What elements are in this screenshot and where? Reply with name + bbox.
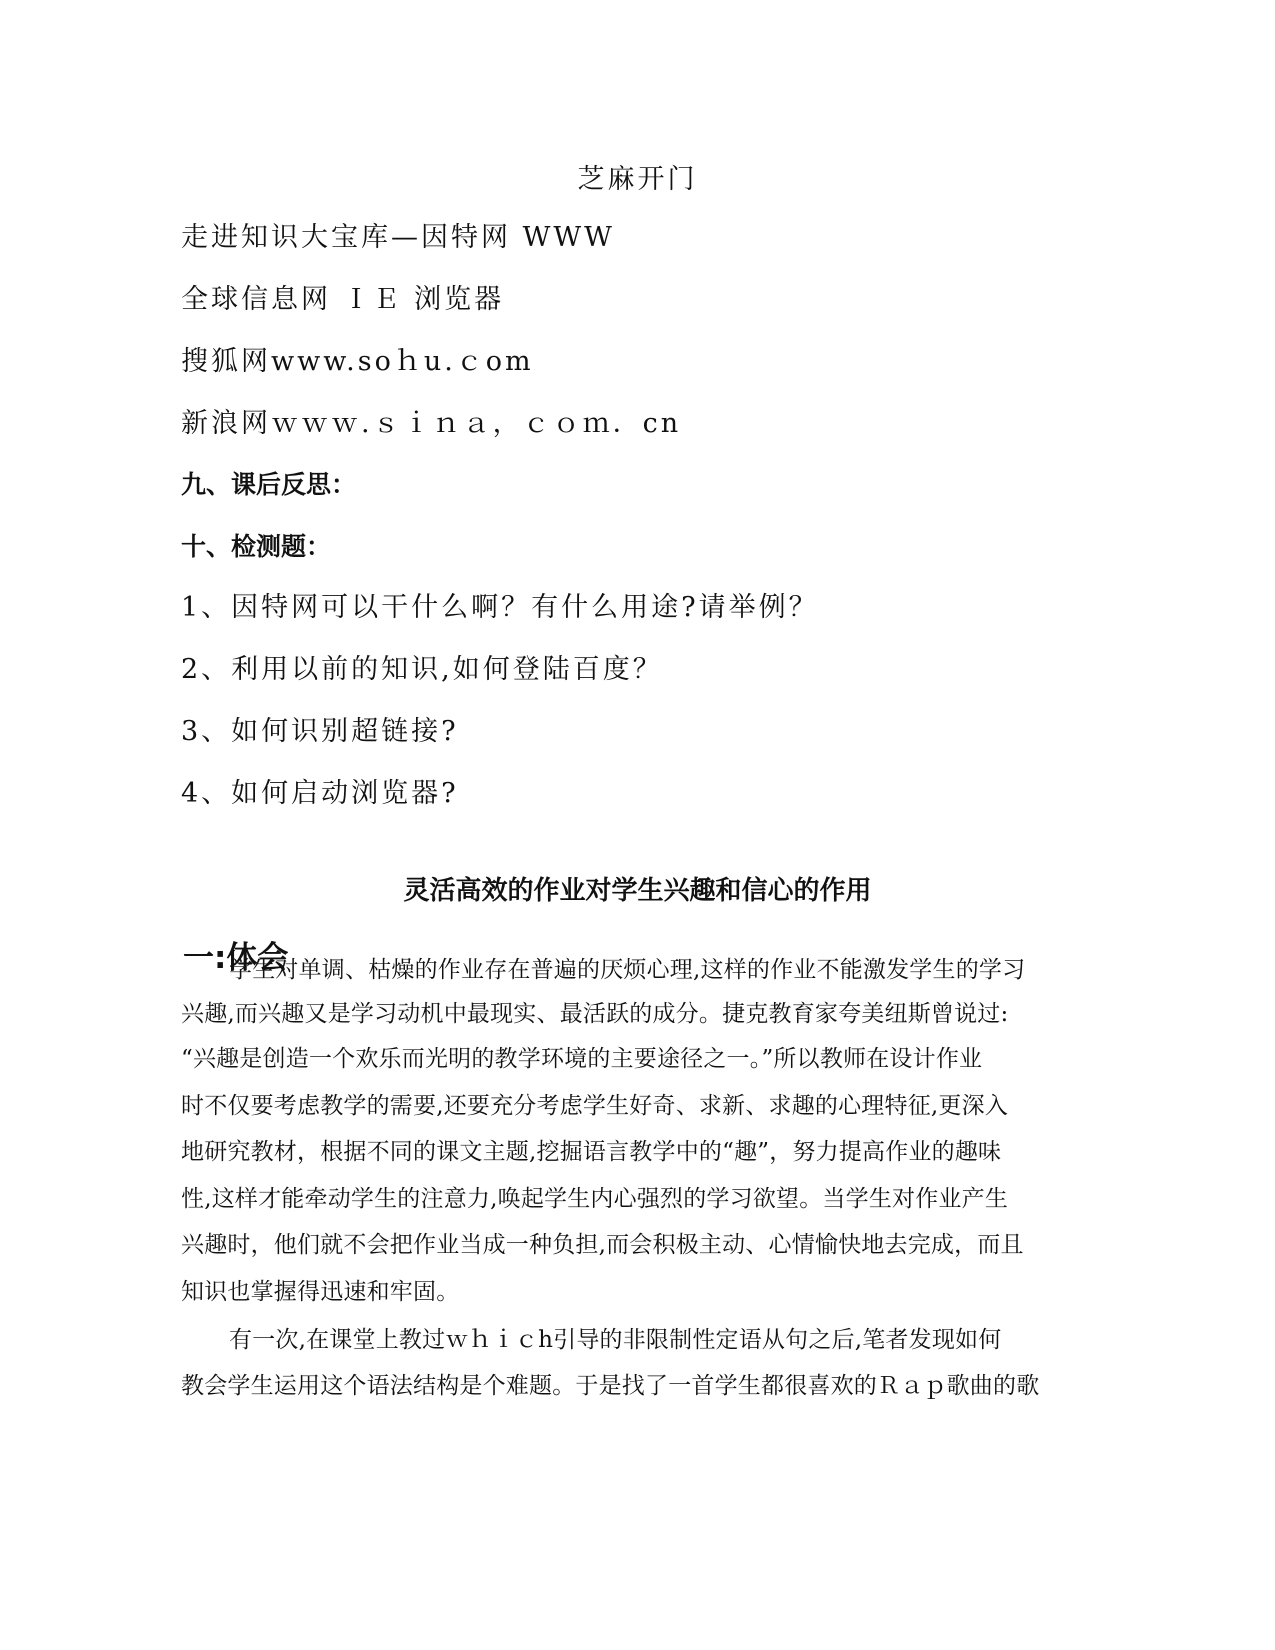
paragraph-line: 时不仅要考虑教学的需要,还要充分考虑学生好奇、求新、求趣的心理特征,更深入 [181,1093,1009,1119]
quiz-question-2: 2、利用以前的知识,如何登陆百度？ [181,654,663,685]
quiz-question-1: 1、因特网可以干什么啊？有什么用途?请举例？ [181,592,819,623]
section-reflection-heading: 九、课后反思： [181,470,357,499]
paragraph-line: 知识也掌握得迅速和牢固。 [181,1279,460,1305]
paragraph-line: 学生对单调、枯燥的作业存在普遍的厌烦心理,这样的作业不能激发学生的学习 [229,957,1026,983]
text-line-www: 走进知识大宝库—因特网 WWW [181,222,615,253]
article-section-heading: 一:体会 [183,940,289,976]
quiz-question-4: 4、如何启动浏览器? [181,778,459,809]
text-line-sohu: 搜狐网www.soｈu.ｃom [181,346,534,377]
paragraph-line: 教会学生运用这个语法结构是个难题。于是找了一首学生都很喜欢的Ｒａｐ歌曲的歌 [181,1373,1040,1399]
document-title: 芝麻开门 [577,164,698,195]
text-line-ie: 全球信息网 ＩＥ 浏览器 [181,284,505,315]
article-title: 灵活高效的作业对学生兴趣和信心的作用 [403,876,872,906]
paragraph-line: 有一次,在课堂上教过ｗｈｉｃh引导的非限制性定语从句之后,笔者发现如何 [229,1327,1002,1353]
paragraph-line: 地研究教材，根据不同的课文主题,挖掘语言教学中的“趣”，努力提高作业的趣味 [181,1139,1002,1165]
paragraph-line: 兴趣,而兴趣又是学习动机中最现实、最活跃的成分。捷克教育家夸美纽斯曾说过: [181,1001,1009,1027]
paragraph-line: 兴趣时，他们就不会把作业当成一种负担,而会积极主动、心情愉快地去完成，而且 [181,1232,1024,1258]
paragraph-line: 性,这样才能牵动学生的注意力,唤起学生内心强烈的学习欲望。当学生对作业产生 [181,1186,1009,1212]
section-quiz-heading: 十、检测题： [181,532,332,561]
quiz-question-3: 3、如何识别超链接? [181,716,459,747]
paragraph-line: “兴趣是创造一个欢乐而光明的教学环境的主要途径之一。”所以教师在设计作业 [181,1046,983,1072]
text-line-sina: 新浪网ｗｗｗ.ｓｉｎａ，ｃｏｍ．cn [181,408,682,439]
